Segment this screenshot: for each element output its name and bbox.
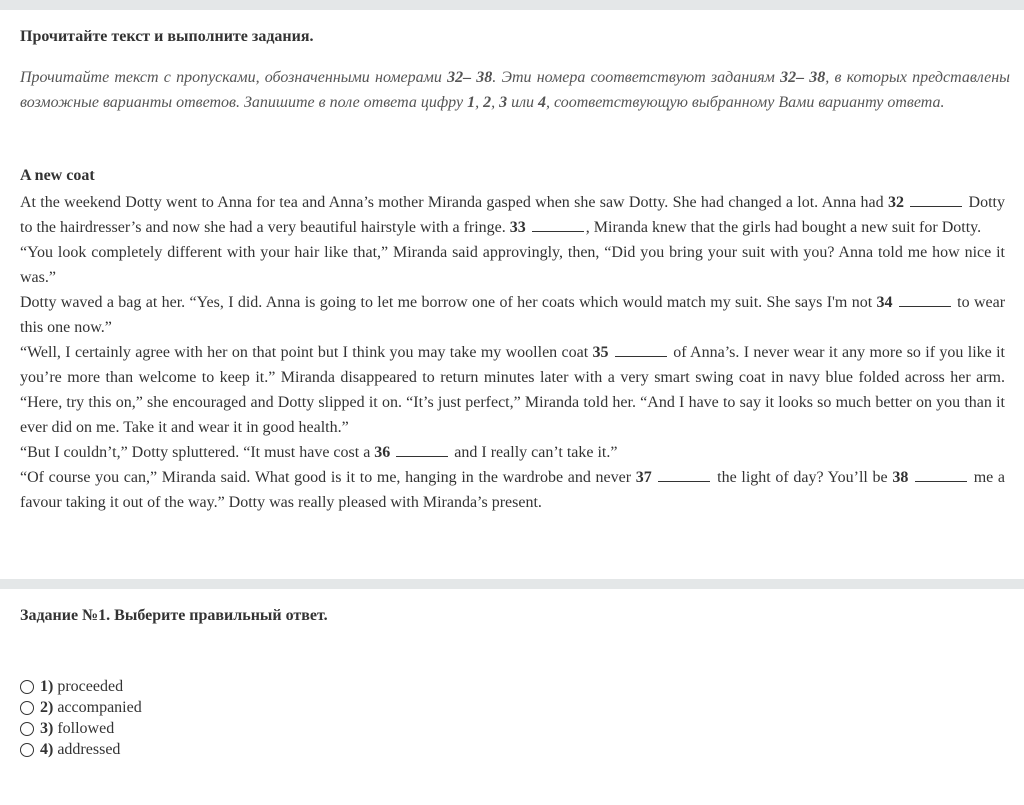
option-label: addressed <box>57 740 121 758</box>
answer-option-2[interactable]: 2) accompanied <box>20 697 142 718</box>
gap-blank <box>658 467 710 482</box>
task-title: Задание №1. Выберите правильный ответ. <box>20 607 328 624</box>
gap-blank <box>396 442 448 457</box>
radio-button[interactable] <box>20 680 34 694</box>
radio-button[interactable] <box>20 743 34 757</box>
gap-blank <box>915 467 967 482</box>
story-text <box>20 190 1005 515</box>
section-divider <box>0 579 1024 589</box>
gap-number: 35 <box>592 344 609 361</box>
story-paragraph: “But I couldn’t,” Dotty spluttered. “It must have cost a 36 and I really can’t take it.” <box>20 444 618 461</box>
answer-options <box>20 676 142 760</box>
gap-number: 38 <box>892 469 909 486</box>
gap-blank <box>615 342 667 357</box>
radio-button[interactable] <box>20 701 34 715</box>
gap-number: 36 <box>374 444 391 461</box>
story-paragraph: “You look completely different with your hair like that,” Miranda said approvingly, then, “Did you bring your suit with you? Anna told me how nice it was.” <box>20 244 1005 286</box>
gap-number: 32 <box>887 194 904 211</box>
top-divider <box>0 0 1024 10</box>
option-label: proceeded <box>57 677 124 695</box>
radio-button[interactable] <box>20 722 34 736</box>
gap-blank <box>899 292 951 307</box>
gap-number: 37 <box>635 469 652 486</box>
story-paragraph: Dotty waved a bag at her. “Yes, I did. Anna is going to let me borrow one of her coats which would match my suit. She says I'm not 34 to wear this one now.” <box>20 294 1006 336</box>
answer-option-3[interactable]: 3) followed <box>20 718 142 739</box>
gap-blank <box>532 217 584 232</box>
story-title: A new coat <box>20 167 95 184</box>
page-instruction: Прочитайте текст и выполните задания. <box>20 28 314 45</box>
gap-blank <box>910 192 962 207</box>
story-paragraph: “Well, I certainly agree with her on that point but I think you may take my woollen coat 35 of Anna’s. I never wear it any more so if you like it you’re more than welcome to keep it.” Miranda disappeared to return minutes later with a very smart swing coat in navy blue folded across her arm. “Here, try this on,” she encouraged and Dotty slipped it on. “It’s just perfect,” Miranda told her. “And I have to say it looks so much better on you than it ever did on me. Take it and wear it in good health.” <box>20 344 1006 436</box>
story-paragraph: At the weekend Dotty went to Anna for tea and Anna’s mother Miranda gasped when she saw Dotty. She had changed a lot. Anna had 32 Dotty to the hairdresser’s and now she had a very beautiful hairstyle with a fringe. 33 , Miranda knew that the girls had bought a new suit for Dotty. <box>20 194 1005 236</box>
option-label: accompanied <box>57 698 142 716</box>
answer-option-1[interactable]: 1) proceeded <box>20 676 142 697</box>
gap-number: 33 <box>509 219 526 236</box>
gap-number: 34 <box>876 294 893 311</box>
story-paragraph: “Of course you can,” Miranda said. What good is it to me, hanging in the wardrobe and never 37 the light of day? You’ll be 38 me a favour taking it out of the way.” Dotty was really pleased with Miranda’s present. <box>20 469 1006 511</box>
option-label: followed <box>57 719 115 737</box>
answer-option-4[interactable]: 4) addressed <box>20 739 142 760</box>
intro-text: Прочитайте текст с пропусками, обозначенными номерами 32– 38. Эти номера соответствуют заданиям 32– 38, в которых представлены возможные варианты ответов. Запишите в поле ответа цифру 1, 2, 3 или 4, соответствующую выбранному Вами варианту ответа. <box>20 69 1011 111</box>
